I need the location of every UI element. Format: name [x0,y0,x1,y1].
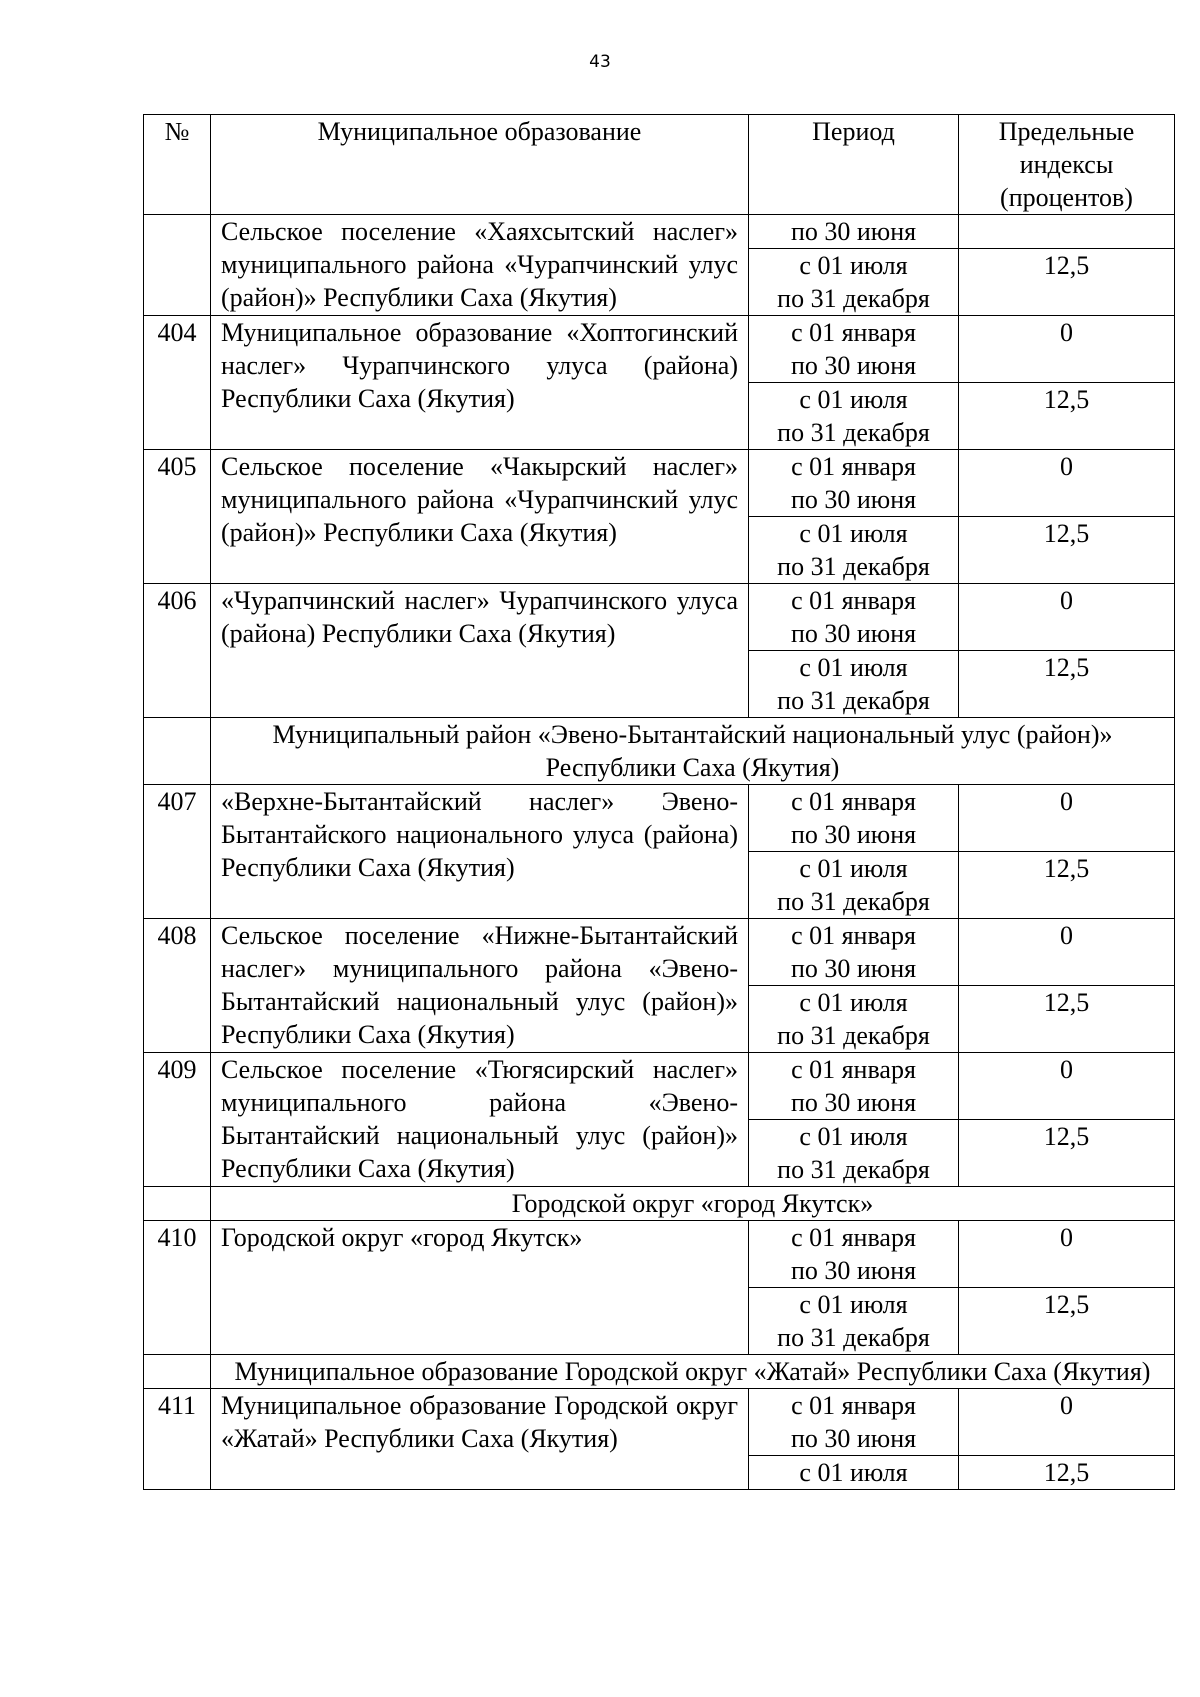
period-cell: с 01 января по 30 июня [749,919,959,986]
section-row [144,1187,1175,1221]
period-cell: с 01 января по 30 июня [749,316,959,383]
municipality-name: Муниципальное образование Городской округ «Жатай» Республики Саха (Якутия) [211,1389,749,1490]
section-title: Городской округ «город Якутск» [211,1187,1175,1221]
period-cell: с 01 июля [749,1456,959,1490]
row-number: 404 [144,316,211,450]
section-row [144,718,1175,785]
period-cell: с 01 января по 30 июня [749,785,959,852]
municipality-name: Сельское поселение «Тюгясирский наслег» муниципального района «Эвено-Бытантайский национальный улус (район)» Республики Саха (Якутия) [211,1053,749,1187]
municipality-name: «Чурапчинский наслег» Чурапчинского улуса (района) Республики Саха (Якутия) [211,584,749,718]
table-row [144,1053,1175,1120]
table-row [144,919,1175,986]
row-number: 411 [144,1389,211,1490]
period-cell: с 01 июля по 31 декабря [749,986,959,1053]
section-title: Муниципальный район «Эвено-Бытантайский национальный улус (район)» Республики Саха (Якутия) [211,718,1175,785]
period-cell: с 01 января по 30 июня [749,1053,959,1120]
period-cell: с 01 июля по 31 декабря [749,383,959,450]
row-number: 406 [144,584,211,718]
index-cell [959,215,1175,249]
period-cell: с 01 июля по 31 декабря [749,651,959,718]
period-cell: с 01 июля по 31 декабря [749,1120,959,1187]
row-number: 410 [144,1221,211,1355]
row-number: 409 [144,1053,211,1187]
period-cell: с 01 января по 30 июня [749,450,959,517]
table-row [144,450,1175,517]
index-cell: 0 [959,584,1175,651]
table-row [144,584,1175,651]
row-number [144,215,211,316]
index-cell: 0 [959,316,1175,383]
period-cell: с 01 июля по 31 декабря [749,517,959,584]
index-cell: 0 [959,785,1175,852]
row-number: 407 [144,785,211,919]
municipality-name: Сельское поселение «Чакырский наслег» муниципального района «Чурапчинский улус (район)» Республики Саха (Якутия) [211,450,749,584]
period-cell: с 01 января по 30 июня [749,584,959,651]
section-num-cell [144,1187,211,1221]
index-cell: 12,5 [959,1120,1175,1187]
table-body [144,215,1175,1490]
index-cell: 12,5 [959,986,1175,1053]
municipality-name: «Верхне-Бытантайский наслег» Эвено-Бытантайского национального улуса (района) Республики Саха (Якутия) [211,785,749,919]
table-row [144,785,1175,852]
period-cell: с 01 января по 30 июня [749,1389,959,1456]
header-index: Предельные индексы (процентов) [959,115,1175,215]
period-cell: с 01 января по 30 июня [749,1221,959,1288]
section-title: Муниципальное образование Городской округ «Жатай» Республики Саха (Якутия) [211,1355,1175,1389]
section-num-cell [144,718,211,785]
index-cell: 12,5 [959,249,1175,316]
index-cell: 12,5 [959,852,1175,919]
period-cell: с 01 июля по 31 декабря [749,852,959,919]
index-cell: 12,5 [959,1456,1175,1490]
period-cell: с 01 июля по 31 декабря [749,249,959,316]
row-number: 408 [144,919,211,1053]
index-cell: 0 [959,450,1175,517]
index-cell: 0 [959,1389,1175,1456]
header-municipality: Муниципальное образование [211,115,749,215]
section-row [144,1355,1175,1389]
municipality-name: Муниципальное образование «Хоптогинский наслег» Чурапчинского улуса (района) Республики Саха (Якутия) [211,316,749,450]
index-cell: 12,5 [959,1288,1175,1355]
header-period: Период [749,115,959,215]
table-row [144,1221,1175,1288]
page-number: 43 [589,52,611,72]
period-cell: с 01 июля по 31 декабря [749,1288,959,1355]
index-cell: 12,5 [959,383,1175,450]
table-row [144,215,1175,249]
table-header-row [144,115,1175,215]
section-num-cell [144,1355,211,1389]
index-cell: 0 [959,1053,1175,1120]
tariff-index-table [143,114,1175,1490]
municipality-name: Сельское поселение «Нижне-Бытантайский наслег» муниципального района «Эвено-Бытантайский национальный улус (район)» Республики Саха (Якутия) [211,919,749,1053]
row-number: 405 [144,450,211,584]
index-cell: 0 [959,919,1175,986]
period-cell: по 30 июня [749,215,959,249]
index-cell: 12,5 [959,651,1175,718]
municipality-name: Городской округ «город Якутск» [211,1221,749,1355]
header-num: № [144,115,211,215]
table-row [144,1389,1175,1456]
index-cell: 0 [959,1221,1175,1288]
index-cell: 12,5 [959,517,1175,584]
table-row [144,316,1175,383]
municipality-name: Сельское поселение «Хаяхсытский наслег» муниципального района «Чурапчинский улус (район)» Республики Саха (Якутия) [211,215,749,316]
